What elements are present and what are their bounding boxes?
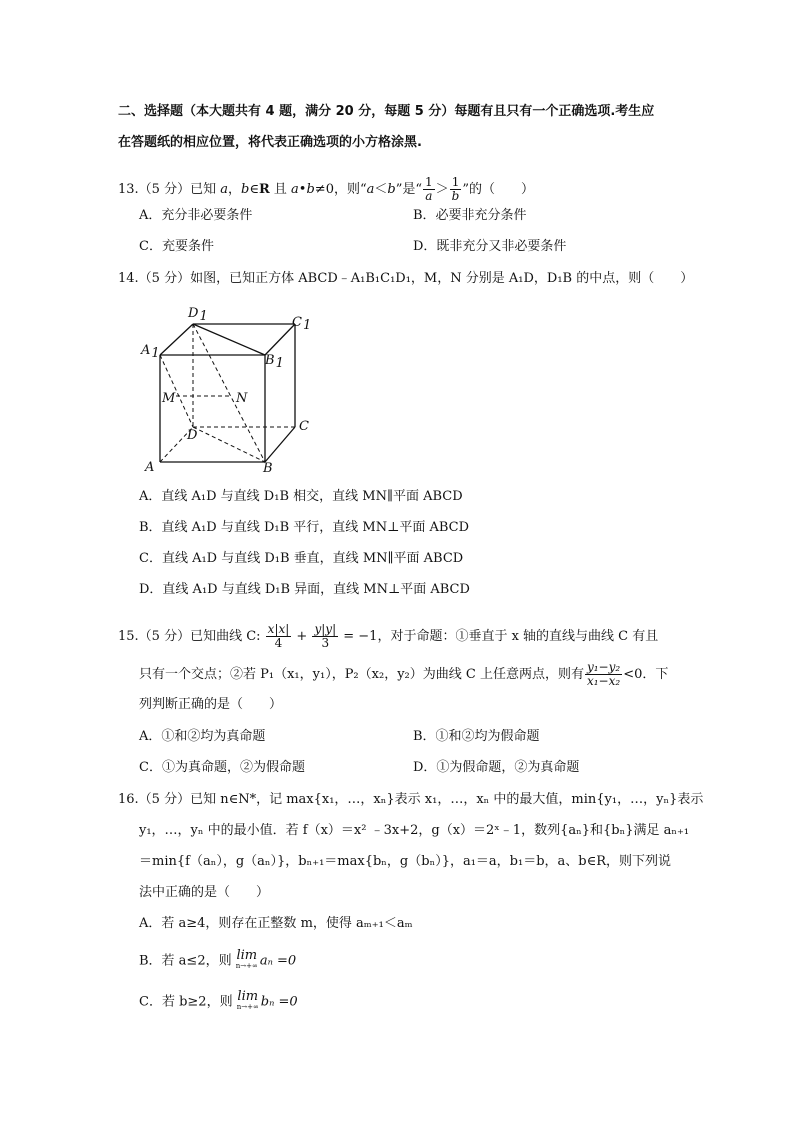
q15-stem-line3: 列判断正确的是（ ） [139, 697, 283, 712]
q13-option-b: B．必要非充分条件 [413, 208, 527, 223]
section-header-line2: 在答题纸的相应位置，将代表正确选项的小方格涂黑. [118, 135, 422, 150]
label-a1: A1 [141, 343, 160, 361]
q15-option-b: B．①和②均为假命题 [413, 729, 540, 744]
q15-option-a: A．①和②均为真命题 [139, 729, 266, 744]
fraction-1-over-b: $\frac{1}{b}$ [451, 175, 460, 203]
limit-notation-b: lim n→+∞ [235, 948, 258, 970]
fraction-slope: $\frac{\text{y₁−y₂}}{\text{x₁−x₂}}$ [586, 660, 621, 688]
q16-stem-line3: ＝min{f（aₙ），g（aₙ）}，bₙ₊₁＝max{bₙ，g（bₙ）}，a₁＝a，b₁＝b，a、b∈R，则下列说 [139, 854, 672, 869]
q16-stem-line4: 法中正确的是（ ） [139, 885, 270, 900]
q16-option-b: B．若 a≤2，则 lim n→+∞ aₙ =0 [139, 948, 297, 970]
q15-option-d: D．①为假命题，②为真命题 [413, 760, 580, 775]
limit-notation-c: lim n→+∞ [236, 989, 259, 1011]
label-c1-text: C1 [292, 315, 312, 333]
q16-option-a: A．若 a≥4，则存在正整数 m，使得 aₘ₊₁＜aₘ [139, 916, 413, 931]
q14-option-a: A．直线 A₁D 与直线 D₁B 相交，直线 MN∥平面 ABCD [139, 489, 463, 504]
label-d1: D1 [188, 306, 208, 324]
label-m: M [162, 391, 176, 406]
q14-option-b: B．直线 A₁D 与直线 D₁B 平行，直线 MN⊥平面 ABCD [139, 520, 470, 535]
label-b1: B1 [265, 353, 284, 371]
label-n: N [236, 391, 248, 406]
fraction-x-abs-x-over-4: $\frac{x|x|}{4}$ [267, 622, 290, 650]
q13-option-a: A．充分非必要条件 [139, 208, 253, 223]
q15-option-c: C．①为真命题，②为假命题 [139, 760, 305, 775]
q14-option-c: C．直线 A₁D 与直线 D₁B 垂直，直线 MN∥平面 ABCD [139, 551, 464, 566]
q13-option-d: D．既非充分又非必要条件 [413, 239, 567, 254]
q15-stem-line1: 15.（5 分）已知曲线 C: $\frac{x|x|}{4}$ + $\frac{y|y|}{3}$ = −1，对于命题：①垂直于 x 轴的直线与曲线 C 有且 [118, 622, 659, 650]
section-header-line1: 二、选择题（本大题共有 4 题，满分 20 分，每题 5 分）每题有且只有一个正确选项.考生应 [118, 104, 655, 119]
q14-option-d: D．直线 A₁D 与直线 D₁B 异面，直线 MN⊥平面 ABCD [139, 582, 470, 597]
q14-stem: 14.（5 分）如图，已知正方体 ABCD﹣A₁B₁C₁D₁，M，N 分别是 A₁D，D₁B 的中点，则（ ） [118, 271, 694, 286]
label-d: D [187, 428, 198, 443]
label-c: C [299, 419, 309, 434]
q16-stem-line2: y₁，…，yₙ 中的最小值．若 f（x）＝x² ﹣3x+2，g（x）＝2ˣ﹣1，数列{aₙ}和{bₙ}满足 aₙ₊₁ [139, 823, 690, 838]
label-b: B [263, 461, 273, 476]
q13-stem: 13.（5 分）已知 a，b∈R 且 a•b≠0，则“a＜b”是“ $\frac{1}{a}$ ＞ $\frac{1}{b}$ ”的（ ） [118, 175, 535, 203]
q16-option-c: C．若 b≥2，则 lim n→+∞ bₙ =0 [139, 989, 298, 1011]
q15-stem-line2: 只有一个交点；②若 P₁（x₁，y₁），P₂（x₂，y₂）为曲线 C 上任意两点，则有 $\frac{\text{y₁−y₂}}{\text{x₁−x₂}}$ <0．下 [139, 660, 669, 688]
fraction-y-abs-y-over-3: $\frac{y|y|}{3}$ [314, 622, 337, 650]
q13-option-c: C．充要条件 [139, 239, 214, 254]
label-a: A [145, 460, 155, 475]
fraction-1-over-a: $\frac{1}{a}$ [425, 175, 433, 203]
q16-stem-line1: 16.（5 分）已知 n∈N*，记 max{x₁，…，xₙ}表示 x₁，…，xₙ 中的最大值，min{y₁，…，yₙ}表示 [118, 792, 704, 807]
cube-figure [138, 302, 318, 480]
